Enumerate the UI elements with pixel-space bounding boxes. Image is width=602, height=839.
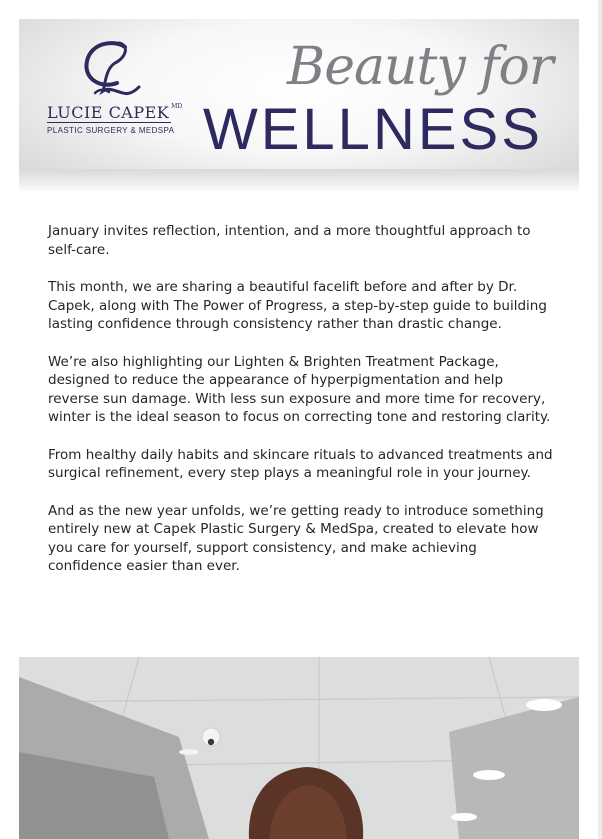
header-banner[interactable] bbox=[19, 19, 579, 191]
paragraph: January invites reflection, intention, and a more thoughtful approach to self-care. bbox=[48, 223, 531, 258]
logo-name bbox=[47, 103, 207, 122]
headline-main: WELLNESS bbox=[203, 97, 543, 162]
logo-subtitle: PLASTIC SURGERY & MEDSPA bbox=[47, 126, 175, 135]
lc-monogram-logo-icon bbox=[75, 37, 145, 99]
scrollbar-track[interactable] bbox=[598, 0, 602, 839]
headline-script: Beauty for bbox=[287, 37, 553, 97]
newsletter-card bbox=[19, 19, 579, 839]
before-after-photo[interactable] bbox=[19, 657, 579, 839]
logo-name-text: LUCIE CAPEK bbox=[47, 103, 170, 122]
paragraph: From healthy daily habits and skincare rituals to advanced treatments and surgical refinement, every step plays a meaningful role in your journey. bbox=[48, 446, 553, 481]
paragraph: And as the new year unfolds, we’re getting ready to introduce something entirely new at Capek Plastic Surgery & MedSpa, created to elevate how you care for yourself, support consistency, and make achieving confidence easier than ever. bbox=[48, 502, 544, 574]
paragraph: We’re also highlighting our Lighten & Brighten Treatment Package, designed to reduce the appearance of hyperpigmentation and help reverse sun damage. With less sun exposure and more time for recovery, winter is the ideal season to focus on correcting tone and restoring clarity. bbox=[48, 353, 551, 425]
photo-scene bbox=[19, 657, 579, 839]
intro-text bbox=[48, 222, 553, 595]
paragraph: This month, we are sharing a beautiful facelift before and after by Dr. Capek, along with The Power of Progress, a step-by-step guide to building lasting confidence through consistency rather than drastic change. bbox=[48, 279, 547, 332]
logo-divider bbox=[47, 122, 171, 123]
header-fade bbox=[19, 169, 579, 191]
logo-suffix: MD bbox=[171, 103, 183, 110]
